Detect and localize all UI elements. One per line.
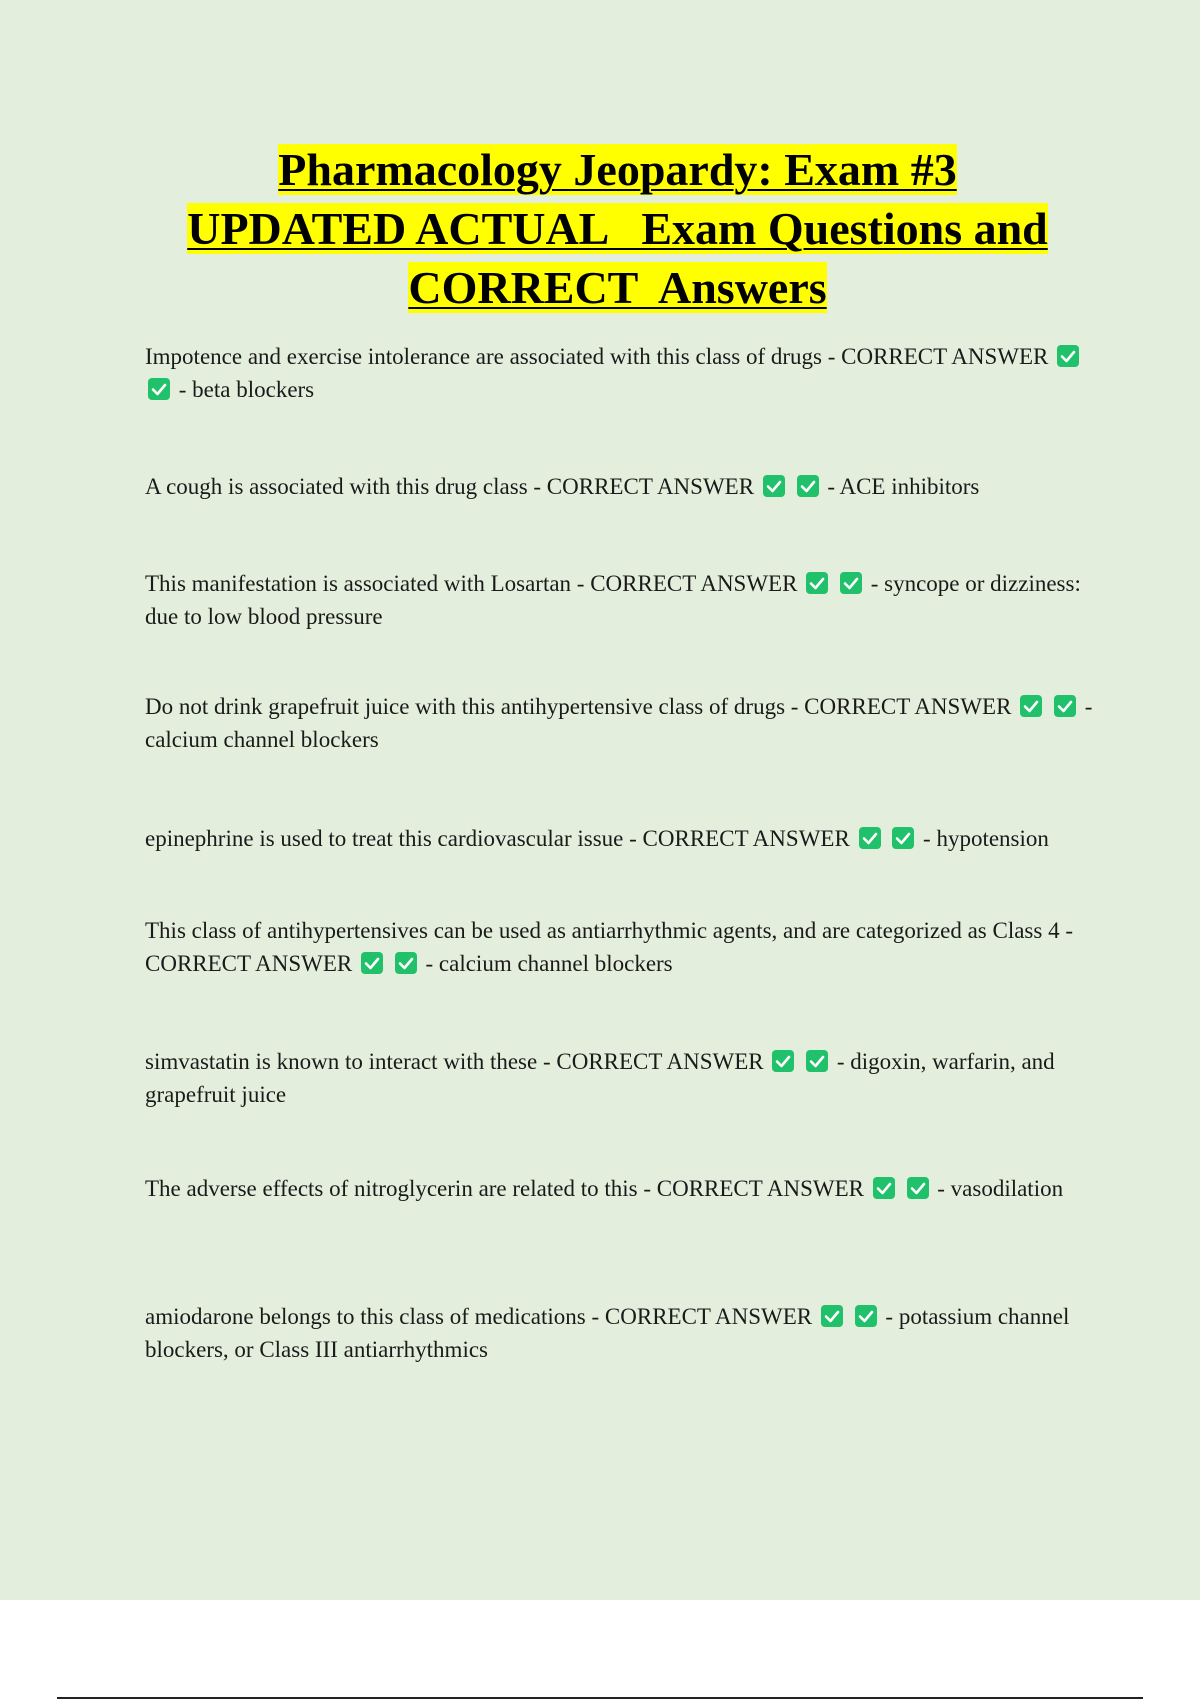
qa-item-5 (145, 822, 1105, 855)
question-text: amiodarone belongs to this class of medications - CORRECT ANSWER (145, 1304, 813, 1329)
title-line-2: UPDATED ACTUAL Exam Questions and (187, 203, 1048, 254)
check-box-icon (859, 827, 881, 849)
answer-text: - potassium channel blockers, or Class III antiarrhythmics (145, 1304, 1070, 1362)
qa-item-6 (145, 914, 1105, 980)
answer-text: - digoxin, warfarin, and grapefruit juice (145, 1049, 1055, 1107)
question-text: Do not drink grapefruit juice with this antihypertensive class of drugs - CORRECT ANSWER (145, 694, 1012, 719)
answer-text: - beta blockers (178, 377, 315, 402)
check-box-icon (1054, 695, 1076, 717)
check-box-icon (840, 572, 862, 594)
qa-item-4 (145, 690, 1105, 756)
title-line-3: CORRECT Answers (408, 262, 827, 313)
answer-text: - syncope or dizziness: due to low blood pressure (145, 571, 1081, 629)
qa-item-1 (145, 340, 1105, 406)
check-box-icon (1057, 345, 1079, 367)
check-box-icon (855, 1305, 877, 1327)
question-text: Impotence and exercise intolerance are associated with this class of drugs - CORRECT ANSWER (145, 344, 1049, 369)
question-text: simvastatin is known to interact with these - CORRECT ANSWER (145, 1049, 764, 1074)
document-title (100, 140, 1135, 317)
check-box-icon (361, 952, 383, 974)
answer-text: - vasodilation (937, 1176, 1064, 1201)
qa-item-7 (145, 1045, 1105, 1111)
question-text: This class of antihypertensives can be used as antiarrhythmic agents, and are categorized as Class 4 - CORRECT ANSWER (145, 918, 1073, 976)
check-box-icon (806, 1050, 828, 1072)
qa-item-3 (145, 567, 1105, 633)
check-box-icon (806, 572, 828, 594)
qa-item-2 (145, 470, 1105, 503)
answer-text: - calcium channel blockers (145, 694, 1093, 752)
check-box-icon (797, 475, 819, 497)
footer-divider (57, 1697, 1143, 1699)
question-text: epinephrine is used to treat this cardiovascular issue - CORRECT ANSWER (145, 826, 850, 851)
check-box-icon (907, 1177, 929, 1199)
answer-text: - hypotension (923, 826, 1049, 851)
qa-item-8 (145, 1172, 1105, 1205)
check-box-icon (395, 952, 417, 974)
qa-item-9 (145, 1300, 1105, 1366)
check-box-icon (892, 827, 914, 849)
check-box-icon (772, 1050, 794, 1072)
question-text: The adverse effects of nitroglycerin are related to this - CORRECT ANSWER (145, 1176, 864, 1201)
title-line-1: Pharmacology Jeopardy: Exam #3 (278, 144, 957, 195)
check-box-icon (148, 378, 170, 400)
question-text: A cough is associated with this drug class - CORRECT ANSWER (145, 474, 755, 499)
check-box-icon (821, 1305, 843, 1327)
question-text: This manifestation is associated with Losartan - CORRECT ANSWER (145, 571, 798, 596)
check-box-icon (1020, 695, 1042, 717)
check-box-icon (873, 1177, 895, 1199)
check-box-icon (763, 475, 785, 497)
answer-text: - ACE inhibitors (827, 474, 980, 499)
answer-text: - calcium channel blockers (425, 951, 673, 976)
